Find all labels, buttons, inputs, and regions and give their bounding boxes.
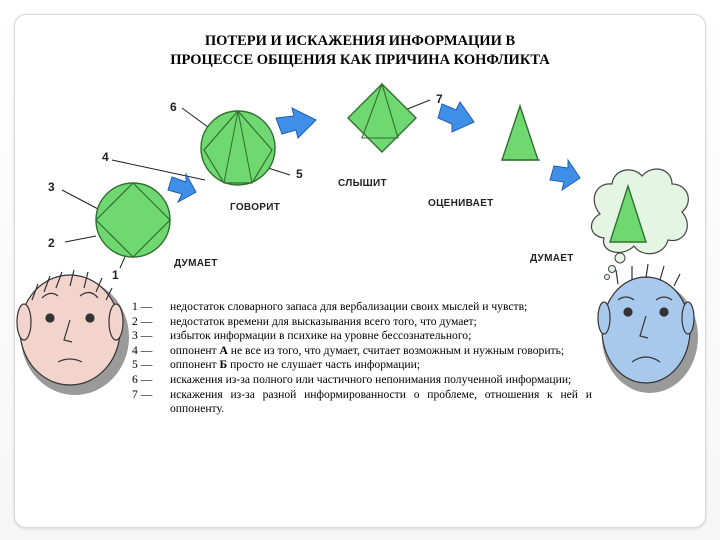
leader-line-5: [268, 168, 290, 175]
legend-item: 7 — искажения из-за разной информированности о проблеме, отношения к ней и оппоненту.: [132, 387, 592, 416]
loss-number-3: 3: [48, 180, 55, 194]
arrow-1: [168, 174, 196, 202]
arrow-4: [550, 160, 580, 190]
loss-number-4: 4: [102, 150, 109, 164]
speech-circle-shape: [201, 111, 275, 185]
leader-line-3: [62, 190, 100, 210]
thought-cloud: [591, 169, 688, 279]
legend-item: 1 — недостаток словарного запаса для вербализации своих мыслей и чувств;: [132, 300, 528, 313]
stage-label-thinks-b: ДУМАЕТ: [530, 253, 574, 264]
loss-number-7: 7: [436, 92, 443, 106]
legend-item: 5 — оппонент Б просто не слушает часть информации;: [132, 358, 421, 372]
title-line-1: ПОТЕРИ И ИСКАЖЕНИЯ ИНФОРМАЦИИ В: [204, 33, 516, 49]
arrow-3: [438, 102, 474, 132]
legend-item: 3 — избыток информации в психике на уровне бессознательного;: [132, 329, 472, 343]
stage-label-hears: СЛЫШИТ: [338, 178, 387, 189]
arrow-2: [276, 108, 316, 138]
legend-item: 4 — оппонент А не все из того, что думает, считает возможным и нужным говорить;: [132, 343, 565, 357]
evaluation-triangle-shape: [502, 106, 540, 160]
person-b-face: [598, 264, 698, 393]
person-a-face: [17, 270, 129, 395]
leader-line-4: [112, 160, 205, 180]
legend: [132, 300, 592, 417]
leader-line-2: [65, 236, 96, 242]
legend-item: 2 — недостаток времени для высказывания всего того, что думает;: [132, 314, 477, 328]
legend-item: 6 — искажения из-за полного или частичного непонимания полученной информации;: [132, 372, 572, 386]
stage-label-says: ГОВОРИТ: [230, 202, 281, 213]
loss-number-2: 2: [48, 236, 55, 250]
loss-number-1: 1: [112, 268, 119, 282]
loss-number-6: 6: [170, 100, 177, 114]
stage-label-evaluates: ОЦЕНИВАЕТ: [428, 198, 494, 209]
stage-label-thinks-a: ДУМАЕТ: [174, 258, 218, 269]
loss-number-5: 5: [296, 167, 303, 181]
title-line-2: ПРОЦЕССЕ ОБЩЕНИЯ КАК ПРИЧИНА КОНФЛИКТА: [170, 52, 550, 68]
hearing-diamond-shape: [348, 84, 416, 152]
thought-circle-shape: [96, 183, 170, 257]
